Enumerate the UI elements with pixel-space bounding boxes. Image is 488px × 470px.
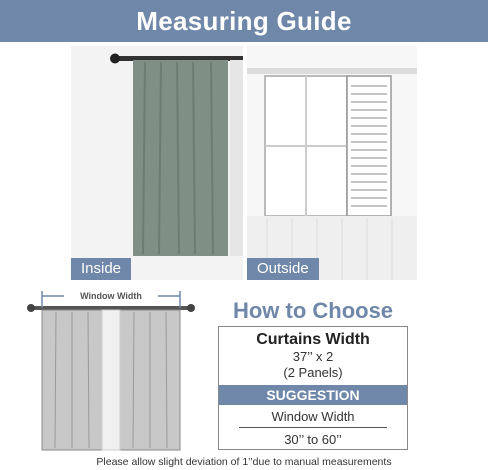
inside-curtain-illustration [71, 46, 243, 280]
curtain-size: 37’’ x 2 [292, 349, 334, 364]
window-width-text: Window Width [239, 409, 387, 428]
curtain-size-card [218, 326, 408, 450]
curtains-width-heading: Curtains Width [256, 331, 370, 348]
curtain-panels-illustration [26, 290, 196, 452]
header-banner [0, 0, 488, 42]
outside-photo [247, 46, 417, 280]
how-to-choose-title: How to Choose [232, 298, 394, 323]
inside-label: Inside [71, 258, 131, 280]
outside-window-illustration [247, 46, 417, 280]
page-title: Measuring Guide [136, 5, 352, 36]
window-width-diagram [26, 290, 196, 452]
inside-photo [71, 46, 243, 280]
window-width-label: Window Width [80, 291, 142, 301]
outside-label: Outside [247, 258, 319, 280]
suggestion-bar: SUGGESTION [219, 385, 407, 405]
panel-count: (2 Panels) [283, 365, 343, 380]
deviation-note: Please allow slight deviation of 1’’due to manual measurements [96, 456, 392, 468]
width-range: 30’’ to 60’’ [284, 432, 342, 447]
